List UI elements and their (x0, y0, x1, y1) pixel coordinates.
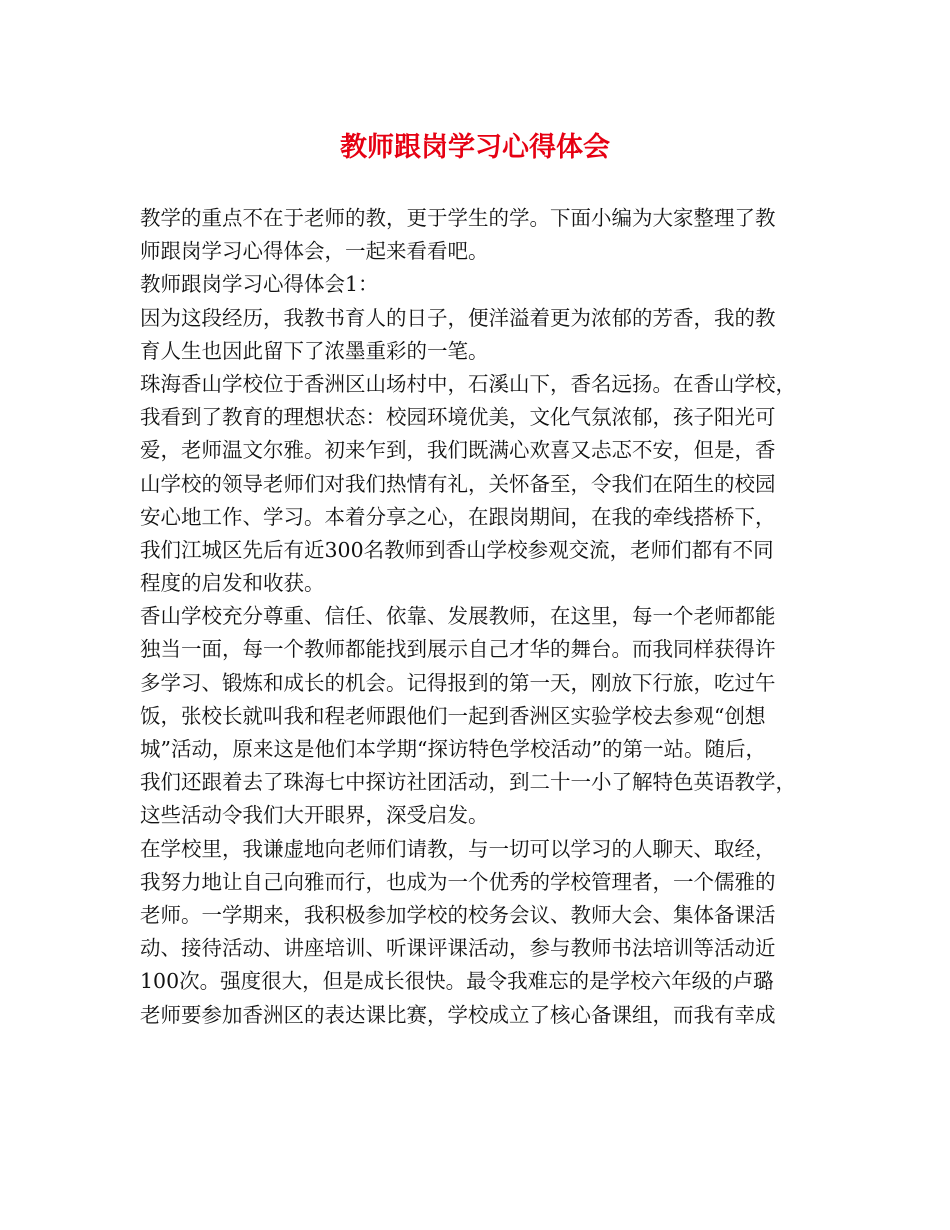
body-line: 这些活动令我们大开眼界，深受启发。 (140, 803, 489, 828)
body-line: 因为这段经历，我教书育人的日子，便洋溢着更为浓郁的芳香，我的教 (140, 305, 776, 330)
body-line: 多学习、锻炼和成长的机会。记得报到的第一天，刚放下行旅，吃过午 (140, 670, 776, 695)
body-line: 我努力地让自己向雅而行，也成为一个优秀的学校管理者，一个儒雅的 (140, 869, 776, 894)
body-line: 老师。一学期来，我积极参加学校的校务会议、教师大会、集体备课活 (140, 902, 776, 927)
body-line: 香山学校充分尊重、信任、依靠、发展教师，在这里，每一个老师都能 (140, 604, 776, 629)
body-line: 山学校的领导老师们对我们热情有礼，关怀备至，令我们在陌生的校园 (140, 471, 776, 496)
body-line: 我看到了教育的理想状态：校园环境优美，文化气氛浓郁，孩子阳光可 (140, 405, 776, 430)
document-title: 教师跟岗学习心得体会 (340, 132, 610, 163)
body-line: 爱，老师温文尔雅。初来乍到，我们既满心欢喜又忐忑不安，但是，香 (140, 438, 776, 463)
body-line: 珠海香山学校位于香洲区山场村中，石溪山下，香名远扬。在香山学校， (140, 371, 796, 396)
body-line: 教学的重点不在于老师的教，更于学生的学。下面小编为大家整理了教 (140, 206, 776, 230)
document-body (140, 202, 826, 1032)
body-line: 育人生也因此留下了浓墨重彩的一笔。 (140, 338, 489, 363)
body-line: 程度的启发和收获。 (140, 571, 325, 596)
body-line: 在学校里，我谦虚地向老师们请教，与一切可以学习的人聊天、取经， (140, 836, 776, 861)
body-line: 饭，张校长就叫我和程老师跟他们一起到香洲区实验学校去参观“创想 (140, 703, 766, 728)
body-line: 师跟岗学习心得体会，一起来看看吧。 (140, 239, 489, 264)
body-line: 我们还跟着去了珠海七中探访社团活动，到二十一小了解特色英语教学， (140, 770, 796, 795)
body-line: 老师要参加香洲区的表达课比赛，学校成立了核心备课组，而我有幸成 (140, 1002, 776, 1027)
body-line: 安心地工作、学习。本着分享之心，在跟岗期间，在我的牵线搭桥下， (140, 504, 776, 529)
body-line: 动、接待活动、讲座培训、听课评课活动，参与教师书法培训等活动近 (140, 936, 776, 961)
body-line: 城”活动，原来这是他们本学期“探访特色学校活动”的第一站。随后， (140, 737, 766, 761)
body-line: 教师跟岗学习心得体会1： (140, 272, 379, 297)
body-line: 我们江城区先后有近300名教师到香山学校参观交流，老师们都有不同 (140, 537, 774, 562)
body-line: 独当一面，每一个教师都能找到展示自己才华的舞台。而我同样获得许 (140, 637, 776, 662)
body-line: 100次。强度很大，但是成长很快。最令我难忘的是学校六年级的卢璐 (140, 969, 774, 994)
